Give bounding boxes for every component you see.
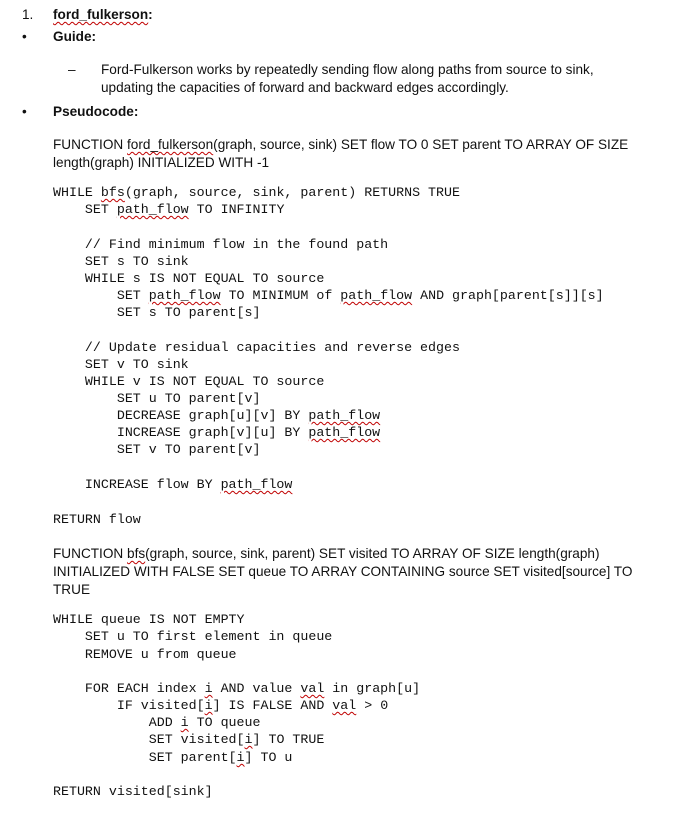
ff-code-line-1: WHILE bfs(graph, source, sink, parent) RETURNS TRUE: [53, 185, 460, 200]
ff-code-line-3: // Find minimum flow in the found path: [53, 237, 389, 252]
bfs-code-line-5: IF visited[i] IS FALSE AND val > 0: [53, 698, 389, 713]
ff-code-line-12: DECREASE graph[u][v] BY path_flow: [53, 408, 381, 423]
ff-code-line-15: INCREASE flow BY path_flow: [53, 477, 293, 492]
bfs-function-name: bfs: [127, 546, 146, 561]
ff-function-name: ford_fulkerson: [127, 137, 214, 152]
bfs-function-signature: [53, 545, 633, 599]
guide-dash: –: [68, 62, 76, 77]
bfs-code-line-9: RETURN visited[sink]: [53, 784, 213, 799]
ff-code-line-2: SET path_flow TO INFINITY: [53, 202, 285, 217]
guide-label: [53, 28, 96, 46]
heading-colon: :: [148, 7, 153, 22]
ff-code-line-5: WHILE s IS NOT EQUAL TO source: [53, 271, 325, 286]
bfs-code-line-1: WHILE queue IS NOT EMPTY: [53, 612, 245, 627]
ff-function-rest: (graph, source, sink) SET flow TO 0 SET parent TO ARRAY OF SIZE length(graph) INITIALIZED WITH -1: [53, 137, 629, 170]
ff-code-line-6: SET path_flow TO MINIMUM of path_flow AND graph[parent[s]][s]: [53, 288, 604, 303]
bfs-function-rest: (graph, source, sink, parent) SET visited TO ARRAY OF SIZE length(graph) INITIALIZED WITH FALSE SET queue TO ARRAY CONTAINING source SET visited[source] TO TRUE: [53, 546, 633, 597]
ff-code-line-7: SET s TO parent[s]: [53, 305, 261, 320]
pseudocode-label-text: Pseudocode: [53, 104, 134, 119]
ff-function-keyword: FUNCTION: [53, 137, 128, 152]
bfs-code-line-4: FOR EACH index i AND value val in graph[u]: [53, 681, 421, 696]
pseudocode-bullet: •: [22, 104, 27, 119]
heading-title-text: ford_fulkerson: [53, 7, 149, 22]
guide-colon: :: [91, 29, 97, 44]
bfs-function-keyword: FUNCTION: [53, 546, 128, 561]
ff-code-line-4: SET s TO sink: [53, 254, 189, 269]
heading-number: 1.: [22, 7, 34, 22]
bfs-code-line-7: SET visited[i] TO TRUE: [53, 732, 325, 747]
ff-code-line-11: SET u TO parent[v]: [53, 391, 261, 406]
heading-title: [53, 6, 153, 24]
bfs-code-line-6: ADD i TO queue: [53, 715, 261, 730]
ff-code-line-9: SET v TO sink: [53, 357, 189, 372]
ff-function-signature: [53, 136, 633, 172]
guide-label-text: Guide: [53, 29, 92, 44]
ff-code-line-14: SET v TO parent[v]: [53, 442, 261, 457]
bfs-code-line-3: REMOVE u from queue: [53, 647, 237, 662]
pseudocode-label: [53, 103, 138, 121]
ff-code-line-13: INCREASE graph[v][u] BY path_flow: [53, 425, 381, 440]
pseudocode-colon: :: [133, 104, 139, 119]
ff-code-line-16: RETURN flow: [53, 512, 141, 527]
ff-code-line-8: // Update residual capacities and reverse edges: [53, 340, 460, 355]
bfs-code-line-2: SET u TO first element in queue: [53, 629, 333, 644]
guide-bullet: •: [22, 29, 27, 44]
guide-text: Ford-Fulkerson works by repeatedly sending flow along paths from source to sink, updating the capacities of forward and backward edges accordingly.: [101, 62, 594, 95]
ff-code-line-10: WHILE v IS NOT EQUAL TO source: [53, 374, 325, 389]
bfs-code-line-8: SET parent[i] TO u: [53, 750, 293, 765]
